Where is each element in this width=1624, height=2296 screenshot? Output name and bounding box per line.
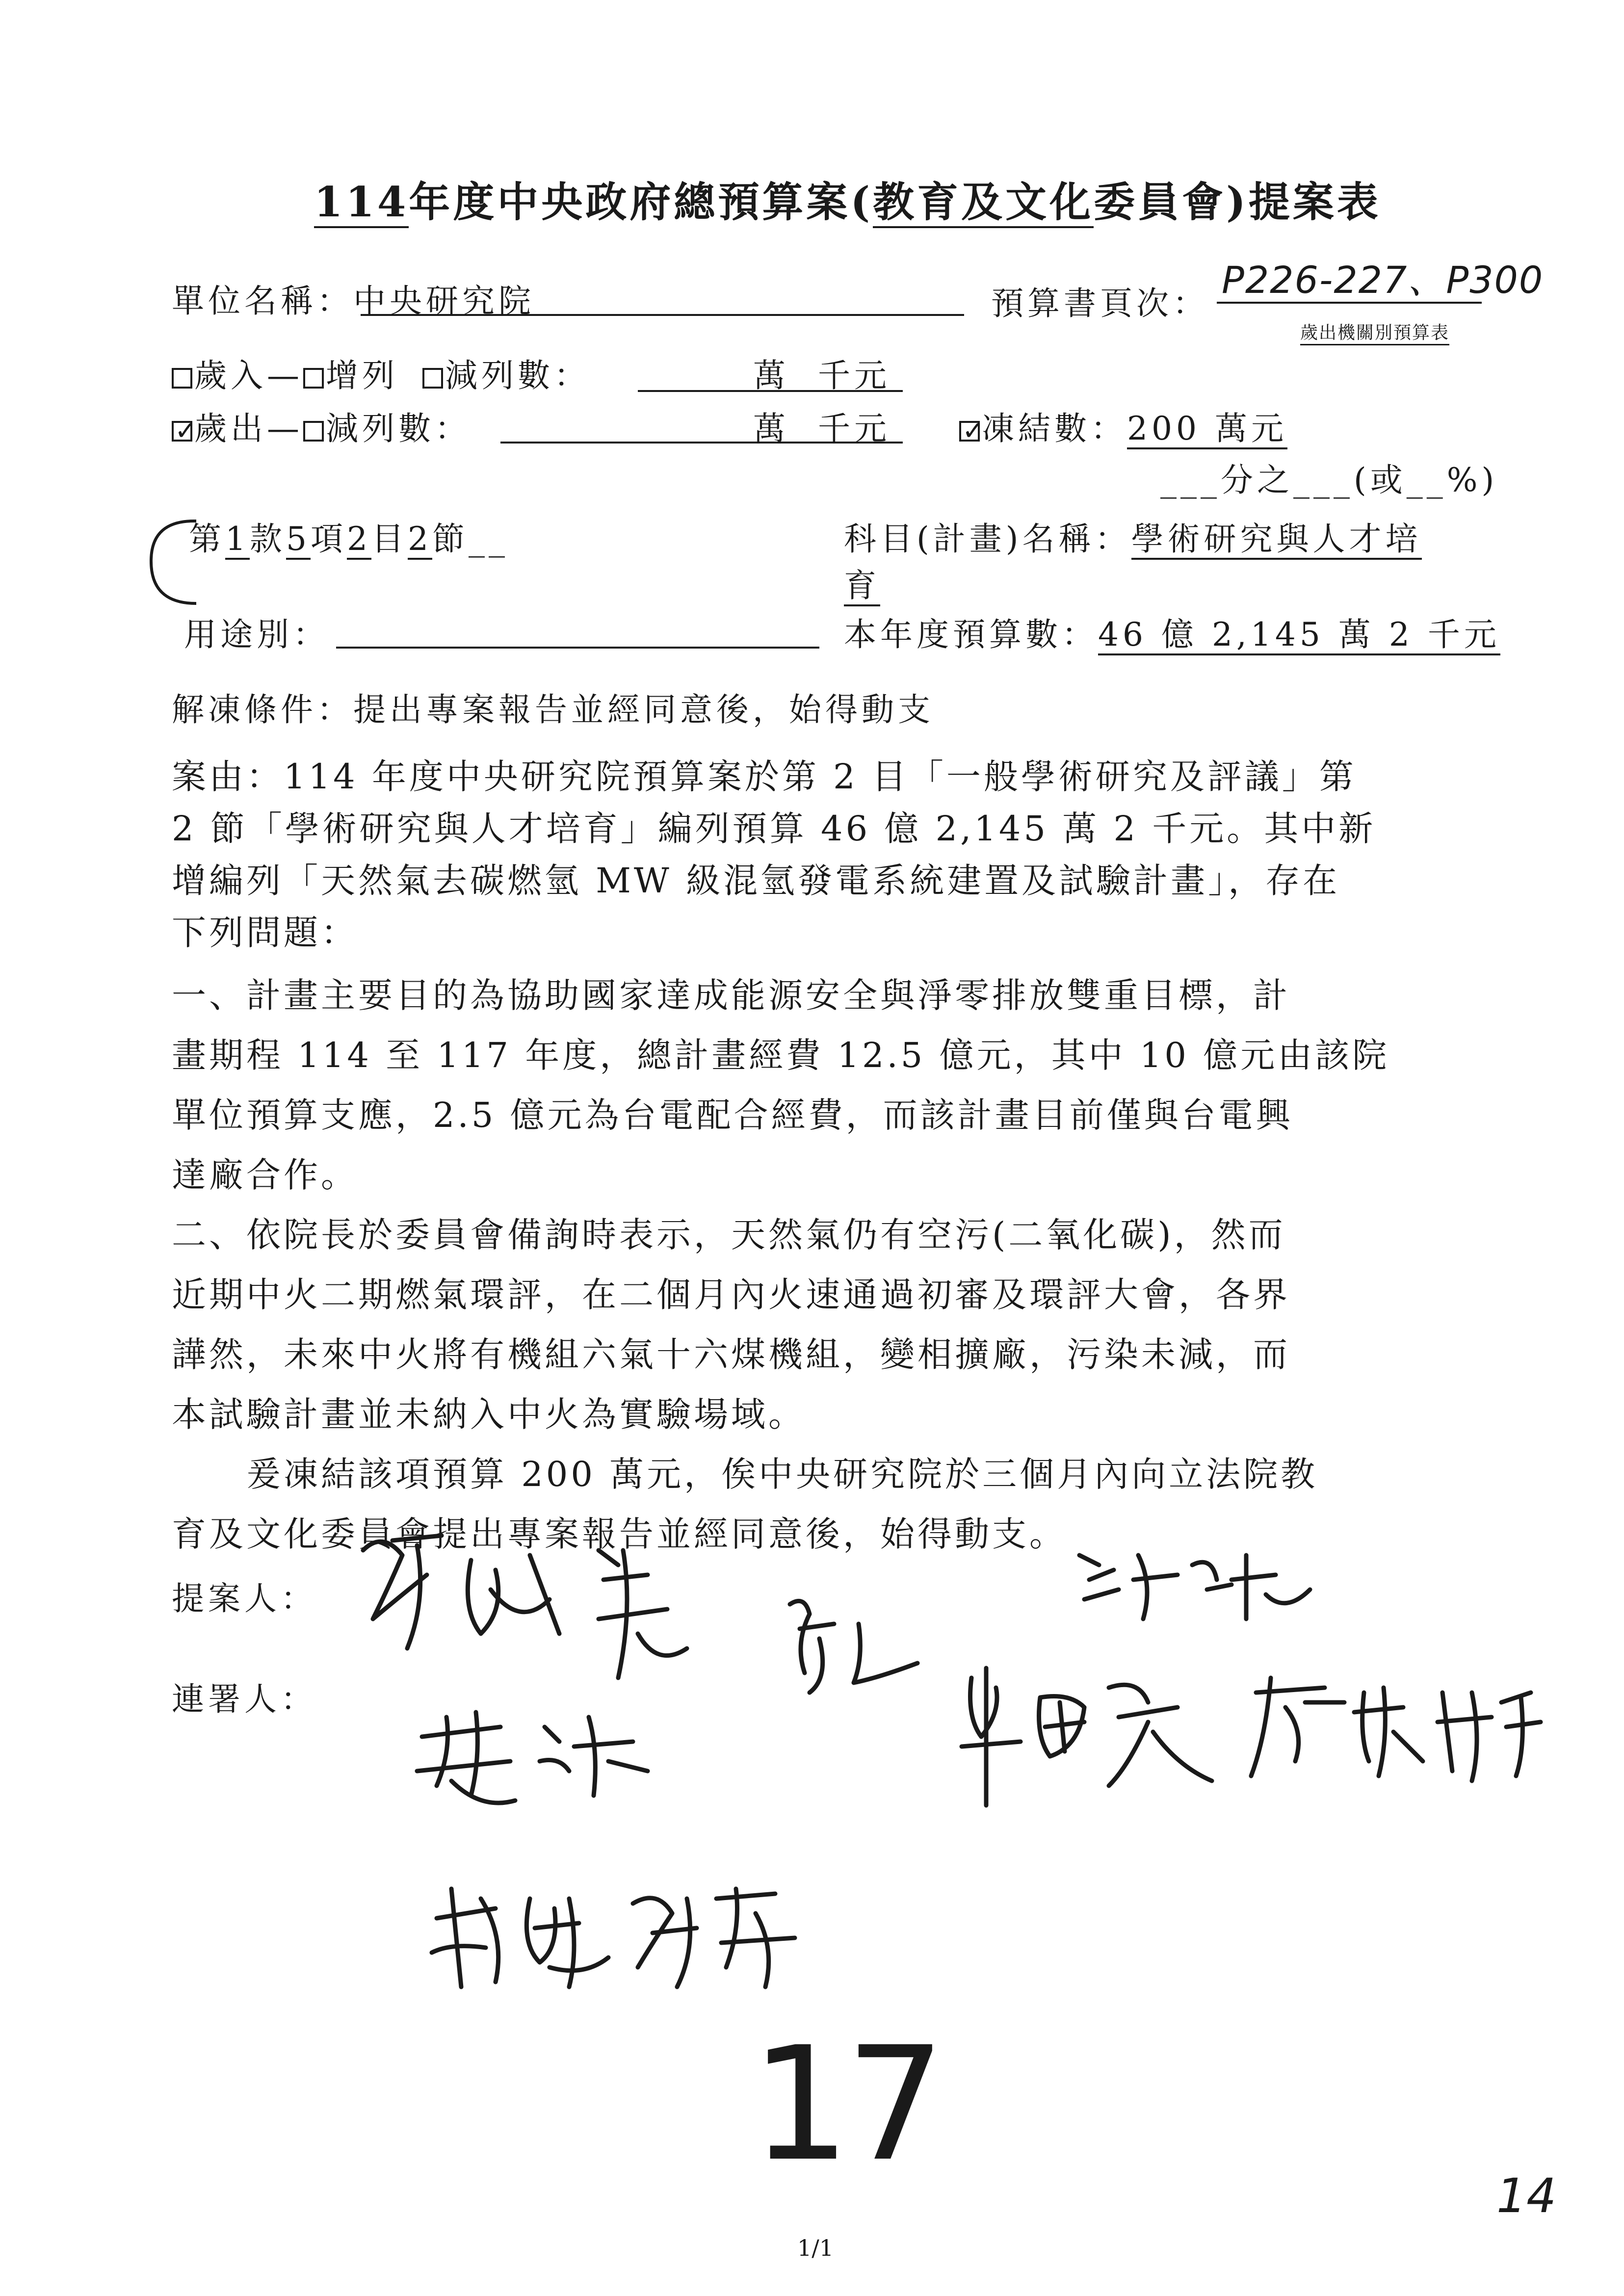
subject-label: 科目(計畫)名稱： (844, 520, 1131, 558)
signature-cosigner-1 (775, 1585, 932, 1702)
subject-value-line1: 學術研究與人才培 (1131, 520, 1422, 560)
title-part1: 年度中央政府總預算案( (409, 178, 873, 226)
class-text-kuan: 款 (250, 520, 286, 558)
usage-label: 用途別： (184, 616, 329, 653)
signature-cosigner-4 (1236, 1663, 1550, 1791)
expense-text1: 歲出— (194, 410, 303, 447)
reason-body (172, 751, 1389, 1564)
reason-line: 近期中火二期燃氣環評，在二個月內火速通過初審及環評大會，各界 (172, 1275, 1290, 1315)
freeze-label: 凍結數： (982, 410, 1127, 447)
revenue-row (172, 349, 590, 396)
reason-line: 一、計畫主要目的為協助國家達成能源安全與淨零排放雙重目標，計 (172, 975, 1290, 1016)
expense-row (172, 402, 471, 449)
revenue-decrease-checkbox[interactable] (422, 368, 443, 389)
budget-page-note: 歲出機關別預算表 (1300, 319, 1449, 345)
class-text-jie: 節__ (432, 520, 509, 558)
subject-value-line2-text: 育 (844, 567, 880, 606)
reason-line: 增編列「天然氣去碳燃氫 MW 級混氫發電系統建置及試驗計畫」，存在 (172, 861, 1340, 901)
budget-page-label: 預算書頁次： (991, 285, 1209, 322)
handwritten-number: 17 (751, 2013, 941, 2196)
revenue-text1: 歲入— (194, 357, 303, 394)
page-title (314, 169, 1381, 229)
class-text-xiang: 項 (311, 520, 347, 558)
subject-value-line2 (844, 559, 880, 606)
class-text-kuan-prefix: 第 (189, 520, 225, 558)
revenue-increase-checkbox[interactable] (303, 368, 324, 389)
proposer-label: 提案人： (172, 1580, 317, 1618)
page-footer: 1/1 (797, 2235, 834, 2261)
annual-budget-label: 本年度預算數： (844, 616, 1098, 653)
title-year: 114 (314, 178, 409, 228)
freeze-row (959, 402, 1287, 449)
freeze-value: 200 萬元 (1127, 410, 1287, 449)
revenue-text2: 增列 (326, 357, 398, 394)
class-mu: 2 (347, 520, 371, 560)
expense-checkbox[interactable] (172, 421, 192, 442)
annual-budget-row (844, 608, 1500, 655)
reason-line: 二、依院長於委員會備詢時表示，天然氣仍有空污(二氧化碳)，然而 (172, 1215, 1286, 1255)
ratio-row: ___分之___(或__%) (1160, 461, 1498, 499)
unit-label: 單位名稱： (172, 282, 353, 320)
expense-unit: 萬 千元 (753, 410, 891, 447)
budget-page-underline (1217, 302, 1482, 304)
reason-line: 本試驗計畫並未納入中火為實驗場域。 (172, 1394, 806, 1435)
reason-line: 爰凍結該項預算 200 萬元，俟中央研究院於三個月內向立法院教 (172, 1454, 1318, 1494)
class-xiang: 5 (286, 520, 311, 560)
unfreeze-condition: 解凍條件：提出專案報告並經同意後，始得動支 (172, 691, 934, 729)
reason-line: 畫期程 114 至 117 年度，總計畫經費 12.5 億元，其中 10 億元由該院 (172, 1035, 1390, 1075)
class-kuan: 1 (225, 520, 250, 560)
reason-line: 案由：114 年度中央研究院預算案於第 2 目「一般學術研究及評議」第 (172, 757, 1357, 797)
classification-row (189, 513, 509, 559)
unit-value: 中央研究院 (353, 282, 535, 320)
revenue-unit: 萬 千元 (753, 357, 891, 394)
reason-line: 達廠合作。 (172, 1155, 358, 1195)
title-part2: 委員會)提案表 (1094, 178, 1381, 226)
reason-line: 單位預算支應，2.5 億元為台電配合經費，而該計畫目前僅與台電興 (172, 1095, 1293, 1135)
expense-decrease-checkbox[interactable] (303, 421, 324, 442)
annual-budget-value: 46 億 2,145 萬 2 千元 (1098, 616, 1500, 655)
signature-cosigner-3 (952, 1658, 1227, 1815)
class-jie: 2 (408, 520, 432, 560)
revenue-checkbox[interactable] (172, 368, 192, 389)
subject-row (844, 513, 1422, 559)
reason-line: 譁然，未來中火將有機組六氣十六煤機組，變相擴廠，污染未減，而 (172, 1334, 1290, 1375)
revenue-text3: 減列數： (445, 357, 590, 394)
budget-page-value: P226-227、P300 (1222, 258, 1544, 302)
signature-cosigner-5 (402, 1697, 677, 1825)
expense-text2: 減列數： (326, 410, 471, 447)
freeze-checkbox[interactable] (959, 421, 980, 442)
unit-underline (361, 314, 964, 316)
signature-proposer (343, 1521, 736, 1707)
corner-number: 14 (1496, 2168, 1557, 2223)
title-committee: 教育及文化 (873, 178, 1094, 228)
class-text-mu: 目 (371, 520, 408, 558)
signature-cosigner-2 (1070, 1536, 1325, 1634)
usage-underline (336, 647, 819, 649)
reason-line: 2 節「學術研究與人才培育」編列預算 46 億 2,145 萬 2 千元。其中新 (172, 809, 1376, 849)
reason-line: 育及文化委員會提出專案報告並經同意後，始得動支。 (172, 1514, 1067, 1554)
reason-line: 下列問題： (172, 913, 358, 953)
cosigner-label: 連署人： (172, 1680, 317, 1718)
signature-cosigner-6 (422, 1869, 814, 1997)
